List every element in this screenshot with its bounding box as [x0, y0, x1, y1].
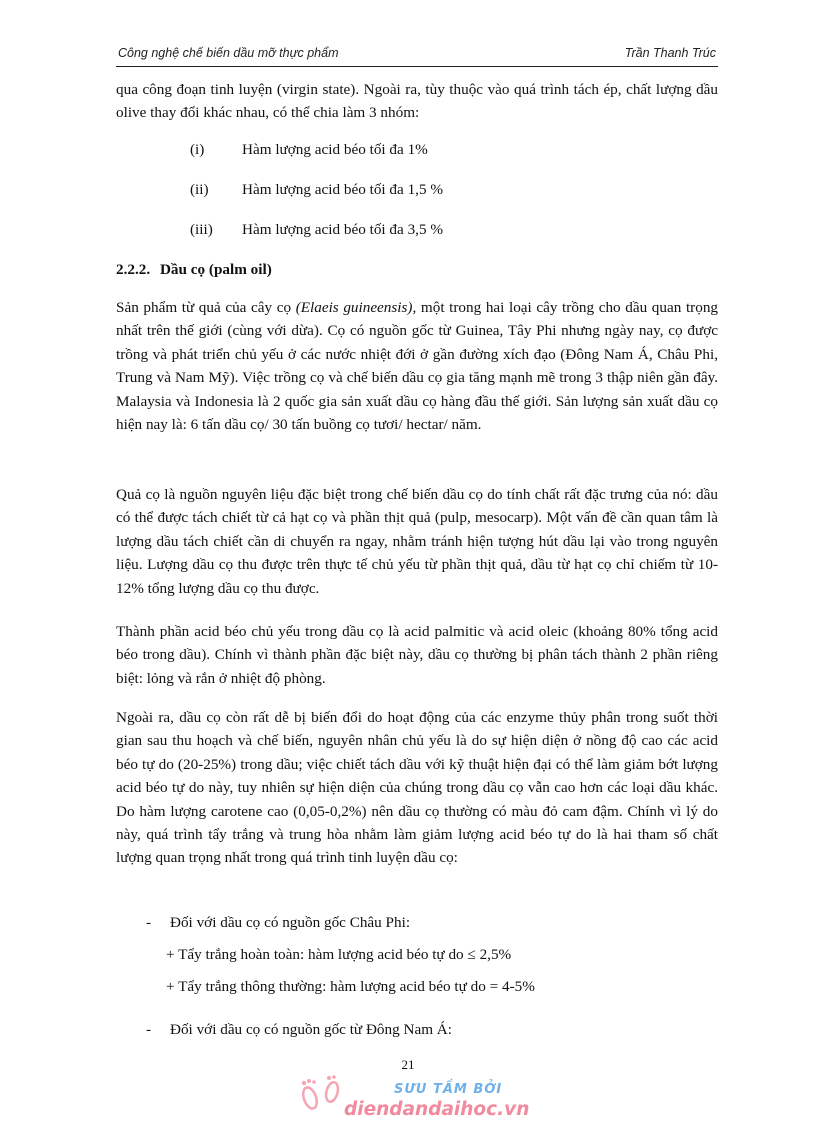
africa-sub-full-bleach: + Tẩy trắng hoàn toàn: hàm lượng acid béo tự do ≤ 2,5% [166, 946, 512, 963]
group-number: (i) [190, 141, 205, 158]
header-author: Trần Thanh Trúc [624, 46, 716, 60]
group-text: Hàm lượng acid béo tối đa 1,5 % [242, 181, 443, 198]
group-text: Hàm lượng acid béo tối đa 1% [242, 141, 428, 158]
group-number: (iii) [190, 221, 213, 238]
origin-text: Đối với dầu cọ có nguồn gốc từ Đông Nam Á: [170, 1021, 452, 1038]
fatty-acid-paragraph: Thành phần acid béo chủ yếu trong dầu cọ là acid palmitic và acid oleic (khoảng 80% tổng acid béo trong dầu). Chính vì thành phần đặc biệt này, dầu cọ thường bị phân tách thành 2 phần riêng biệt: lỏng và rắn ở nhiệt độ phòng. [116, 623, 718, 687]
section-title: Dầu cọ (palm oil) [159, 261, 272, 278]
origin-text: Đối với dầu cọ có nguồn gốc Châu Phi: [170, 914, 411, 931]
watermark-caption: SƯU TẦM BỞI [394, 1082, 503, 1097]
running-header [116, 44, 718, 64]
section-number: 2.2.2. [116, 261, 151, 278]
dash-bullet: - [146, 1021, 152, 1038]
africa-sub-normal-bleach: + Tẩy trắng thông thường: hàm lượng acid béo tự do = 4-5% [166, 978, 535, 995]
watermark-site: diendandaihoc.vn [344, 1099, 530, 1120]
species-name: (Elaeis guineensis) [295, 299, 413, 316]
group-text: Hàm lượng acid béo tối đa 3,5 % [242, 221, 443, 238]
enzyme-paragraph: Ngoài ra, dầu cọ còn rất dễ bị biến đổi do hoạt động của các enzyme thủy phân trong suốt thời gian sau thu hoạch và chế biến, nguyên nhân chủ yếu là do sự hiện diện ở nồng độ cao các acid béo tự do (20-25%) trong dầu; việc chiết tách dầu với kỹ thuật hiện đại có thể làm giảm bớt lượng acid béo tự do này, tuy nhiên sự hiện diện của chúng trong dầu cọ vẫn cao hơn các loại dầu khác. Do hàm lượng carotene cao (0,05-0,2%) nên dầu cọ thường có màu đỏ cam đậm. Chính vì lý do này, quá trình tẩy trắng và trung hòa nhằm làm giảm lượng acid béo tự do là hai tham số chất lượng quan trọng nhất trong quá trình tinh luyện dầu cọ: [116, 709, 718, 867]
footprints-icon [296, 1068, 348, 1118]
header-rule [116, 66, 718, 67]
intro-paragraph: qua công đoạn tinh luyện (virgin state). Ngoài ra, tùy thuộc vào quá trình tách ép, chất lượng dầu olive thay đổi khác nhau, có thể chia làm 3 nhóm: [116, 81, 718, 122]
palm-intro-paragraph [116, 296, 718, 436]
dash-bullet: - [146, 914, 152, 931]
watermark [296, 1068, 546, 1120]
fruit-paragraph: Quả cọ là nguồn nguyên liệu đặc biệt trong chế biến dầu cọ do tính chất rất đặc trưng của nó: dầu có thể được tách chiết từ cả hạt cọ và phần thịt quả (pulp, mesocarp). Một vấn đề cần quan tâm là lượng dầu tách chiết cần di chuyển ra ngay, nhằm tránh hiện tượng hút dầu lại vào trong nguyên liệu. Lượng dầu cọ thu được trên thực tế chủ yếu từ phần thịt quả, dầu từ hạt cọ chỉ chiếm từ 10-12% tổng lượng dầu cọ thu được. [116, 486, 718, 597]
palm-intro-part2: , một trong hai loại cây trồng cho dầu quan trọng nhất trên thế giới (cùng với dừa). Cọ có nguồn gốc từ Guinea, Tây Phi nhưng ngày nay, cọ được trồng và phát triển chủ yếu ở các nước nhiệt đới ở gần đường xích đạo (Đông Nam Á, Châu Phi, Trung và Nam Mỹ). Việc trồng cọ và chế biến dầu cọ gia tăng mạnh mẽ trong 3 thập niên gần đây. Malaysia và Indonesia là 2 quốc gia sản xuất dầu cọ hàng đầu thế giới. Sản lượng sản xuất dầu cọ hiện nay là: 6 tấn dầu cọ/ 30 tấn buồng cọ tươi/ hectar/ năm. [116, 299, 719, 434]
page-number: 21 [401, 1057, 415, 1072]
palm-intro-part1: Sản phẩm từ quả của cây cọ [116, 299, 296, 316]
section-heading [116, 261, 272, 279]
group-number: (ii) [190, 181, 209, 198]
header-book-title: Công nghệ chế biến dầu mỡ thực phẩm [118, 46, 339, 60]
